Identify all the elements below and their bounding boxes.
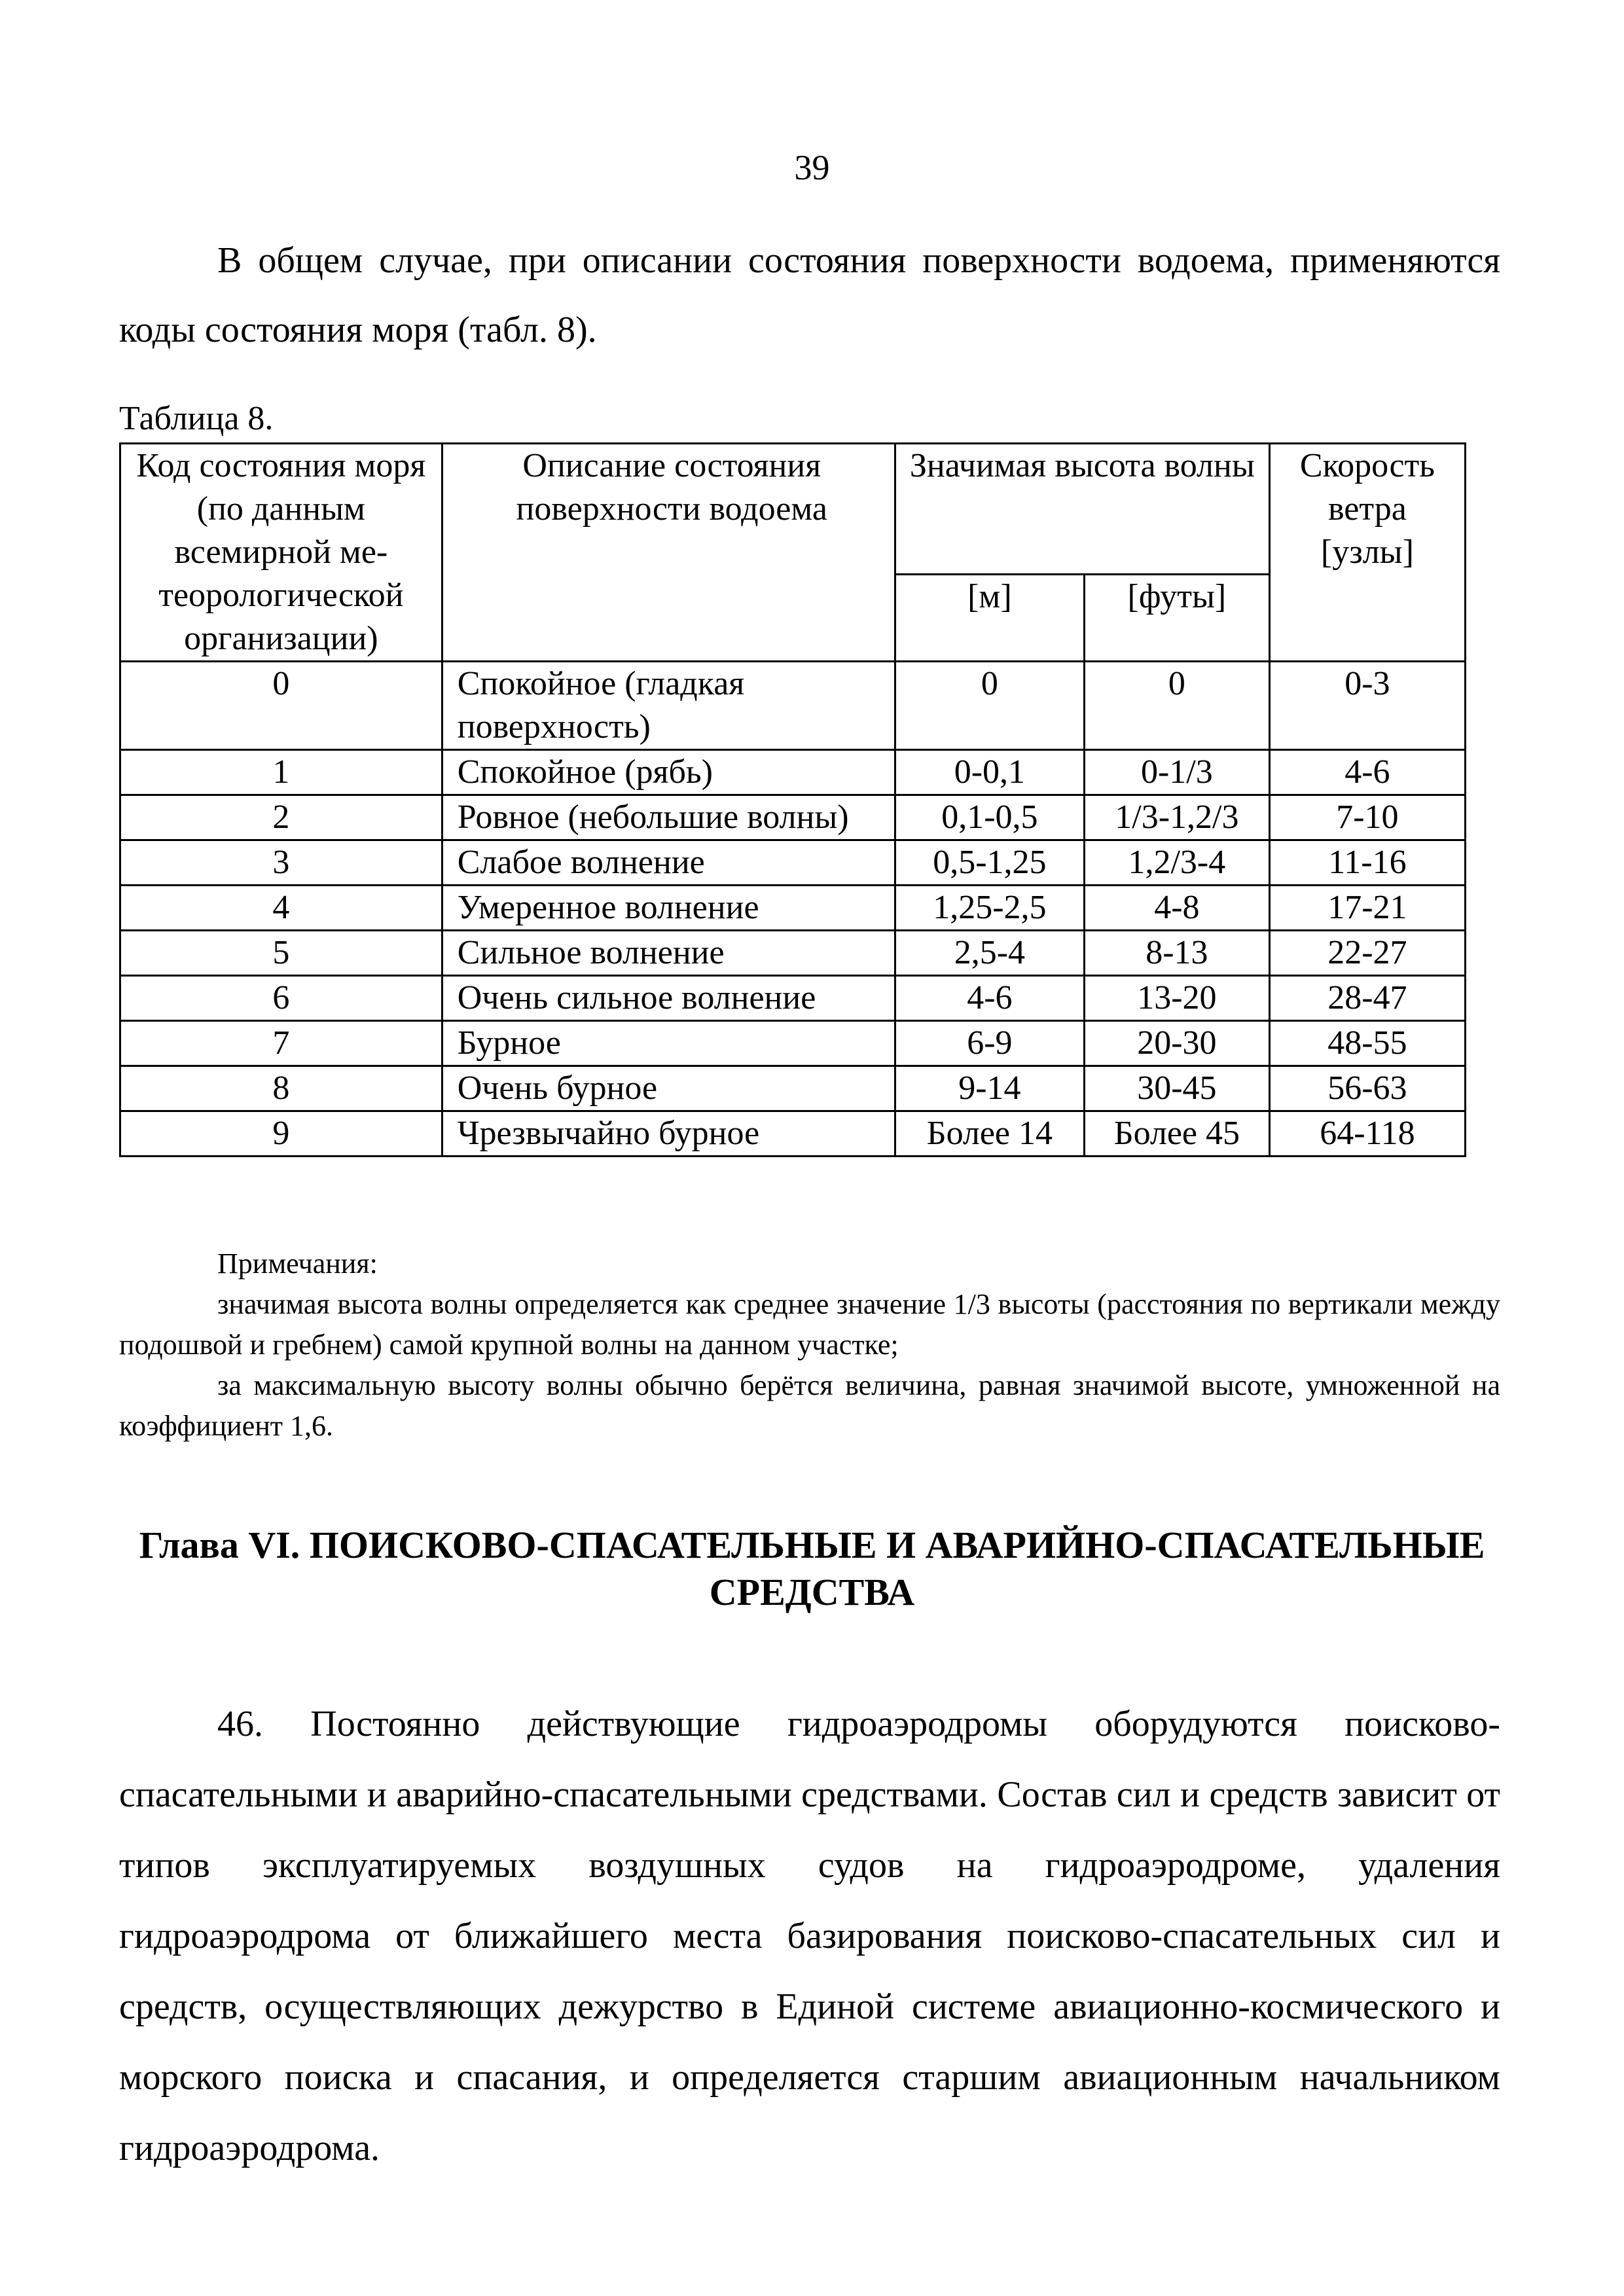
- table-row: [120, 1021, 1466, 1066]
- cell-wind-speed: 0-3: [1269, 662, 1465, 750]
- table-row: [120, 750, 1466, 795]
- header-wind-speed: Скорость ветра [узлы]: [1269, 444, 1465, 662]
- header-height-m: [м]: [895, 574, 1084, 661]
- cell-code: 2: [120, 795, 442, 840]
- header-wave-height: Значимая высота волны: [895, 444, 1269, 575]
- notes: [119, 1244, 1500, 1446]
- cell-code: 9: [120, 1111, 442, 1157]
- cell-height-ft: 0: [1084, 662, 1269, 750]
- table-row: [120, 840, 1466, 886]
- cell-wind-speed: 11-16: [1269, 840, 1465, 886]
- cell-wind-speed: 22-27: [1269, 931, 1465, 976]
- header-code: Код состояния моря (по данным всемирной ме-теорологической организации): [120, 444, 442, 662]
- page-number: 39: [794, 148, 830, 187]
- table-row: [120, 976, 1466, 1021]
- notes-title: Примечания:: [217, 1247, 378, 1280]
- cell-height-ft: 30-45: [1084, 1066, 1269, 1111]
- table-row: [120, 886, 1466, 931]
- cell-description: Чрезвычайно бурное: [442, 1111, 895, 1157]
- cell-height-m: 0: [895, 662, 1084, 750]
- cell-code: 3: [120, 840, 442, 886]
- table-caption: Таблица 8.: [119, 400, 274, 437]
- cell-height-m: 9-14: [895, 1066, 1084, 1111]
- cell-code: 0: [120, 662, 442, 750]
- cell-height-ft: Более 45: [1084, 1111, 1269, 1157]
- table-header-row: [120, 444, 1466, 575]
- sea-state-table: [119, 442, 1466, 1157]
- cell-height-ft: 20-30: [1084, 1021, 1269, 1066]
- cell-description: Умеренное волнение: [442, 886, 895, 931]
- cell-description: Сильное волнение: [442, 931, 895, 976]
- cell-wind-speed: 7-10: [1269, 795, 1465, 840]
- cell-wind-speed: 28-47: [1269, 976, 1465, 1021]
- cell-wind-speed: 4-6: [1269, 750, 1465, 795]
- cell-height-ft: 1/3-1,2/3: [1084, 795, 1269, 840]
- chapter-title-line1: Глава VI. ПОИСКОВО-СПАСАТЕЛЬНЫЕ И АВАРИЙНО-СПАСАТЕЛЬНЫЕ: [139, 1524, 1485, 1566]
- intro-paragraph: В общем случае, при описании состояния поверхности водоема, применяются коды состояния моря (табл. 8).: [119, 240, 1500, 350]
- cell-description: Ровное (небольшие волны): [442, 795, 895, 840]
- cell-wind-speed: 17-21: [1269, 886, 1465, 931]
- cell-wind-speed: 64-118: [1269, 1111, 1465, 1157]
- cell-description: Очень сильное волнение: [442, 976, 895, 1021]
- cell-height-ft: 4-8: [1084, 886, 1269, 931]
- cell-code: 7: [120, 1021, 442, 1066]
- note-item: за максимальную высоту волны обычно берётся величина, равная значимой высоте, умноженной на коэффициент 1,6.: [119, 1369, 1500, 1442]
- table-row: [120, 795, 1466, 840]
- cell-height-ft: 8-13: [1084, 931, 1269, 976]
- cell-height-m: 0-0,1: [895, 750, 1084, 795]
- header-height-ft: [футы]: [1084, 574, 1269, 661]
- cell-height-m: 0,1-0,5: [895, 795, 1084, 840]
- table-row: [120, 1111, 1466, 1157]
- cell-wind-speed: 48-55: [1269, 1021, 1465, 1066]
- cell-description: Бурное: [442, 1021, 895, 1066]
- table-row: [120, 662, 1466, 750]
- cell-height-ft: 1,2/3-4: [1084, 840, 1269, 886]
- chapter-title-line2: СРЕДСТВА: [709, 1571, 915, 1613]
- cell-description: Слабое волнение: [442, 840, 895, 886]
- cell-height-m: 2,5-4: [895, 931, 1084, 976]
- cell-description: Спокойное (гладкая поверхность): [442, 662, 895, 750]
- table-row: [120, 931, 1466, 976]
- cell-description: Спокойное (рябь): [442, 750, 895, 795]
- cell-height-ft: 0-1/3: [1084, 750, 1269, 795]
- cell-code: 6: [120, 976, 442, 1021]
- cell-height-m: 4-6: [895, 976, 1084, 1021]
- cell-wind-speed: 56-63: [1269, 1066, 1465, 1111]
- cell-code: 5: [120, 931, 442, 976]
- cell-height-m: 0,5-1,25: [895, 840, 1084, 886]
- header-description: Описание состояния поверхности водоема: [442, 444, 895, 662]
- table-row: [120, 1066, 1466, 1111]
- chapter-title: [98, 1522, 1526, 1616]
- cell-code: 1: [120, 750, 442, 795]
- cell-description: Очень бурное: [442, 1066, 895, 1111]
- note-item: значимая высота волны определяется как среднее значение 1/3 высоты (расстояния по вертикали между подошвой и гребнем) самой крупной волны на данном участке;: [119, 1288, 1500, 1361]
- cell-height-m: 1,25-2,5: [895, 886, 1084, 931]
- cell-code: 8: [120, 1066, 442, 1111]
- cell-code: 4: [120, 886, 442, 931]
- cell-height-m: 6-9: [895, 1021, 1084, 1066]
- table-body: [120, 662, 1466, 1157]
- paragraph-46: 46. Постоянно действующие гидроаэродромы оборудуются поисково-спасательными и аварийно-спасательными средствами. Состав сил и средств зависит от типов эксплуатируемых воздушных судов на гидроаэродроме, удаления гидроаэродрома от ближайшего места базирования поисково-спасательных сил и средств, осуществляющих дежурство в Единой системе авиационно-космического и морского поиска и спасания, и определяется старшим авиационным начальником гидроаэродрома.: [119, 1704, 1500, 2168]
- cell-height-ft: 13-20: [1084, 976, 1269, 1021]
- cell-height-m: Более 14: [895, 1111, 1084, 1157]
